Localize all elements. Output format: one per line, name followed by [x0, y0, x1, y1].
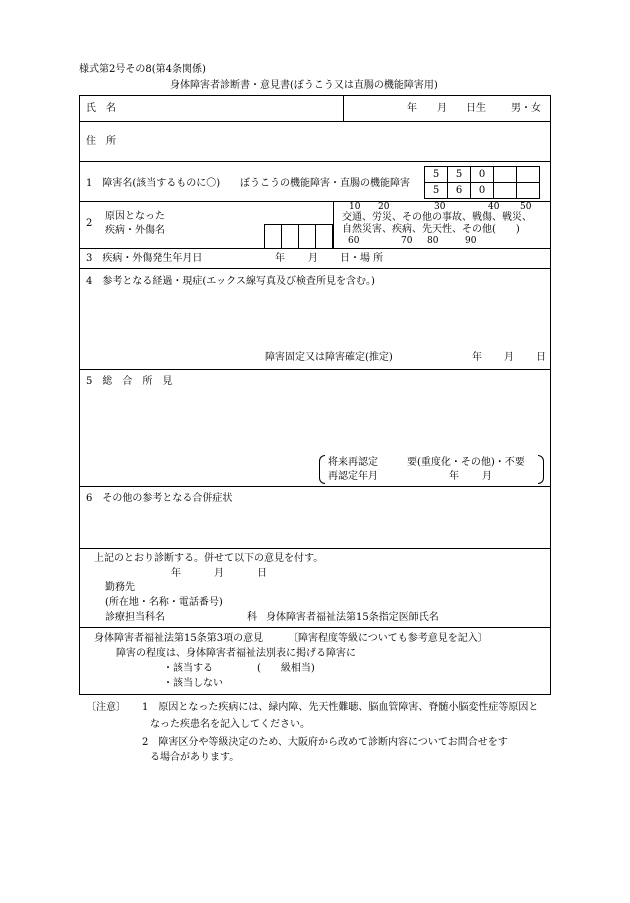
disability-code-cell: 6 [447, 182, 471, 199]
workplace-detail-label: (所在地・名称・電話番号) [105, 597, 223, 608]
option-applicable[interactable]: ・該当する [163, 663, 213, 674]
birth-day-label: 日生 [466, 103, 486, 114]
notes-label: 〔注意〕 [86, 702, 126, 713]
doctor-name-label: 身体障害者福祉法第15条指定医師氏名 [266, 612, 439, 623]
note-1-line-1: 1 原因となった疾病には、緑内障、先天性難聴、脳血管障害、脊髄小脳変性症等原因と [142, 702, 539, 713]
gender-options[interactable]: 男・女 [511, 103, 541, 114]
diagnosis-month-label: 月 [214, 568, 224, 579]
future-recert-options[interactable]: 要(重度化・その他)・不要 [407, 457, 525, 468]
disability-options[interactable]: ぼうこうの機能障害・直腸の機能障害 [240, 178, 410, 189]
bracket-right [538, 455, 544, 484]
cause-code-60: 60 [348, 236, 360, 246]
note-1-line-2: なった疾患名を記入してください。 [150, 719, 310, 730]
history-field[interactable] [86, 292, 544, 347]
cause-code-80: 80 [427, 236, 439, 246]
law-opinion-label: 身体障害者福祉法第15条第3項の意見 [94, 633, 264, 644]
cause-options-line1[interactable]: 交通、労災、その他の事故、戦傷、戦災、 [342, 212, 532, 223]
address-field[interactable] [120, 126, 540, 156]
diagnosis-day-label: 日 [257, 568, 267, 579]
disability-code-cell [493, 182, 517, 199]
form-table [79, 95, 551, 695]
cause-code-box[interactable] [281, 224, 299, 248]
law-degree-text: 障害の程度は、身体障害者福祉法別表に掲げる障害に [116, 648, 356, 659]
disability-code-cell: 0 [470, 166, 494, 183]
onset-year-label: 年 [275, 253, 285, 264]
complications-field[interactable] [86, 508, 544, 543]
department-suffix: 科 [247, 612, 257, 623]
cause-code-90: 90 [465, 236, 477, 246]
cause-code-box[interactable] [298, 224, 316, 248]
cause-options-line2[interactable]: 自然災害、疾病、先天性、その他( ) [342, 224, 520, 235]
onset-day-place-label: 日・場 所 [340, 253, 384, 264]
name-label: 氏 名 [86, 103, 116, 114]
recert-date-label: 再認定年月 [328, 471, 378, 482]
disability-code-cell: 5 [424, 166, 448, 183]
cause-code-20: 20 [378, 202, 390, 212]
note-2-line-2: る場合があります。 [150, 752, 240, 763]
diagnosis-year-label: 年 [171, 568, 181, 579]
disability-code-cell: 5 [424, 182, 448, 199]
law-opinion-note: 〔障害程度等級についても参考意見を記入〕 [288, 633, 488, 644]
complications-label: 6 その他の参考となる合併症状 [86, 493, 233, 504]
workplace-label: 勤務先 [105, 582, 135, 593]
cause-label-2: 疾病・外傷名 [105, 225, 165, 236]
future-recert-label: 将来再認定 [328, 457, 378, 468]
department-label: 診療担当科名 [105, 612, 165, 623]
cause-code-10: 10 [349, 202, 361, 212]
disability-code-grid [424, 166, 539, 198]
history-label: 4 参考となる経過・現症(エックス線写真及び検査所見を含む。) [86, 276, 375, 287]
cause-code-50: 50 [520, 202, 532, 212]
fixed-date-label: 障害固定又は障害確定(推定) [265, 352, 393, 363]
fixed-month-label: 月 [504, 352, 514, 363]
opinion-label: 5 総 合 所 見 [86, 376, 173, 387]
birth-month-label: 月 [437, 103, 447, 114]
cause-code-30: 30 [434, 202, 446, 212]
disability-code-cell: 0 [470, 182, 494, 199]
cause-code-box[interactable] [264, 224, 282, 248]
cause-code-40: 40 [488, 202, 500, 212]
cause-label-1: 原因となった [105, 211, 165, 222]
disability-code-cell [516, 182, 540, 199]
bracket-left [319, 455, 325, 484]
fixed-year-label: 年 [472, 352, 482, 363]
form-title: 身体障害者診断書・意見書(ぼうこう又は直腸の機能障害用) [170, 80, 438, 91]
cause-code-boxes[interactable] [264, 224, 334, 248]
name-field[interactable] [120, 98, 335, 118]
onset-month-label: 月 [308, 253, 318, 264]
address-label: 住 所 [86, 136, 116, 147]
disability-code-cell [493, 166, 517, 183]
recert-month-label: 月 [482, 471, 492, 482]
cause-number: 2 [86, 218, 93, 229]
disability-code-cell [516, 166, 540, 183]
opinion-field[interactable] [86, 392, 544, 450]
grade-equivalent-field[interactable]: ( 級相当) [257, 663, 315, 674]
fixed-day-label: 日 [536, 352, 546, 363]
disability-code-cell: 5 [447, 166, 471, 183]
diagnosis-statement: 上記のとおり診断する。併せて以下の意見を付す。 [94, 553, 324, 564]
disability-label: 1 障害名(該当するものに〇) [86, 178, 221, 189]
note-2-line-1: 2 障害区分や等級決定のため、大阪府から改めて診断内容についてお問合せをす [142, 737, 508, 748]
option-not-applicable[interactable]: ・該当しない [163, 678, 223, 689]
cause-code-70: 70 [401, 236, 413, 246]
recert-year-label: 年 [449, 471, 459, 482]
form-id: 様式第2号その8(第4条関係) [79, 64, 206, 75]
onset-label: 3 疾病・外傷発生年月日 [86, 253, 203, 264]
birth-year-label: 年 [407, 103, 417, 114]
cause-code-box[interactable] [315, 224, 333, 248]
